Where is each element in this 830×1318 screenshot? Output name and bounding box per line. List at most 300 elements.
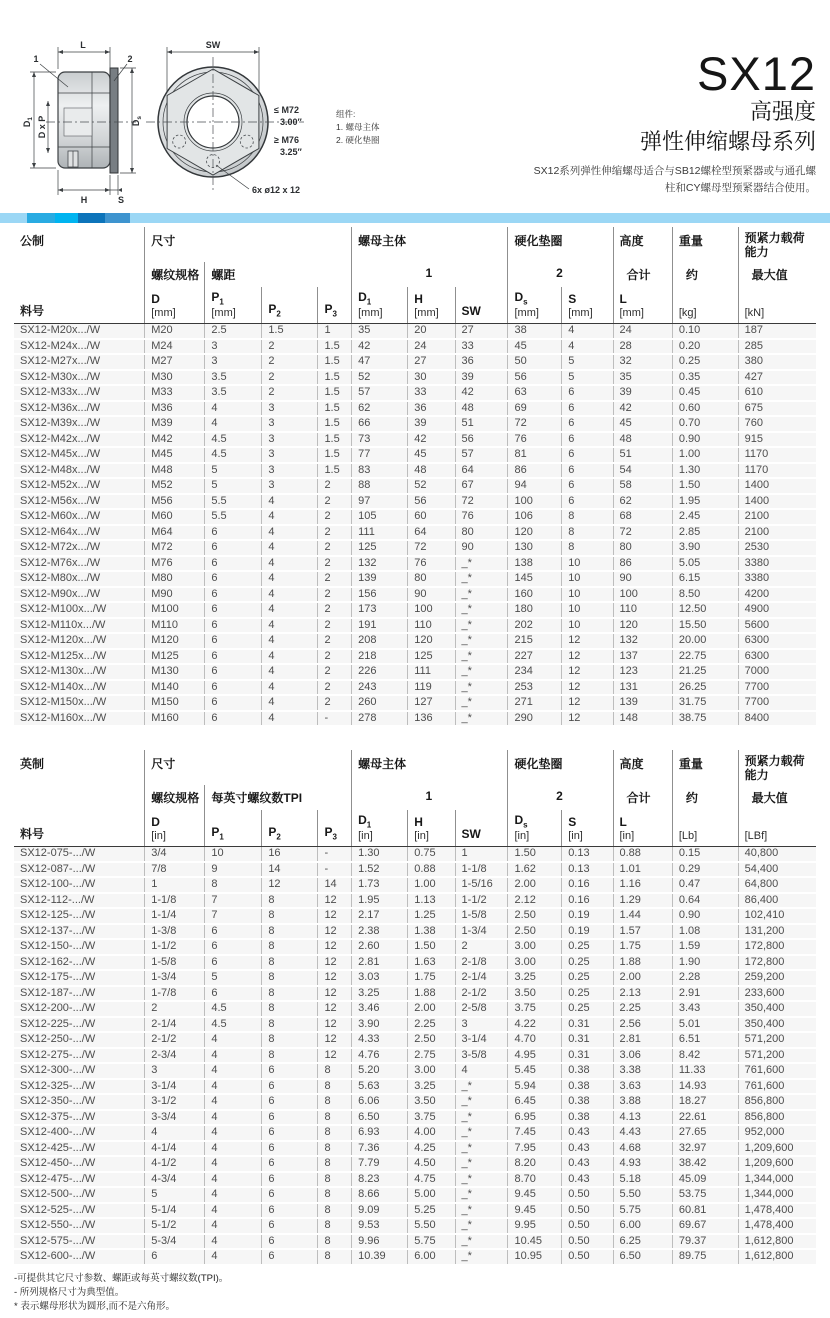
col-header-H: H [in] (408, 810, 455, 847)
value-cell: 58 (613, 478, 672, 494)
value-cell: 6 (205, 986, 262, 1002)
value-cell: 28 (613, 339, 672, 355)
table-row (14, 432, 816, 448)
value-cell: 131,200 (738, 924, 816, 940)
value-cell: 5-1/2 (145, 1218, 205, 1234)
value-cell: 63 (508, 385, 562, 401)
value-cell: 79.37 (672, 1234, 738, 1250)
value-cell: 94 (508, 478, 562, 494)
value-cell: 54,400 (738, 862, 816, 878)
value-cell: 12 (318, 955, 352, 971)
sub-header-item1: 1 (352, 785, 508, 810)
value-cell: M30 (145, 370, 205, 386)
value-cell: 4.43 (613, 1125, 672, 1141)
value-cell: 2 (318, 602, 352, 618)
value-cell: 2.81 (613, 1032, 672, 1048)
value-cell: 2 (318, 649, 352, 665)
group-header-nut-body: 螺母主体 (352, 227, 508, 262)
value-cell: 6.00 (613, 1218, 672, 1234)
value-cell: 2-1/4 (145, 1017, 205, 1033)
group-header-height: 高度 (613, 750, 672, 785)
value-cell: 6 (205, 711, 262, 727)
table-row (14, 1249, 816, 1265)
value-cell: 2 (455, 939, 508, 955)
value-cell: 6 (562, 447, 613, 463)
value-cell: 8 (262, 939, 318, 955)
value-cell: 4 (262, 711, 318, 727)
value-cell: 12 (318, 924, 352, 940)
col-header-P1: $P_1$ (205, 810, 262, 847)
value-cell: M39 (145, 416, 205, 432)
value-cell: 3 (205, 339, 262, 355)
value-cell: 0.20 (672, 339, 738, 355)
value-cell: 6 (262, 1218, 318, 1234)
value-cell: 89.75 (672, 1249, 738, 1265)
value-cell: 15.50 (672, 618, 738, 634)
value-cell: 12 (318, 986, 352, 1002)
value-cell: 1.59 (672, 939, 738, 955)
value-cell: 2530 (738, 540, 816, 556)
value-cell: 172,800 (738, 939, 816, 955)
value-cell: 3-1/2 (145, 1094, 205, 1110)
value-cell: 1-3/8 (145, 924, 205, 940)
value-cell: 1.25 (408, 908, 455, 924)
value-cell: 1,612,800 (738, 1234, 816, 1250)
value-cell: 66 (352, 416, 408, 432)
value-cell: M56 (145, 494, 205, 510)
value-cell: 10.45 (508, 1234, 562, 1250)
table-row (14, 401, 816, 417)
value-cell: 139 (352, 571, 408, 587)
value-cell: 1 (145, 877, 205, 893)
value-cell: 8 (262, 1048, 318, 1064)
value-cell: 32.97 (672, 1141, 738, 1157)
value-cell: 68 (613, 509, 672, 525)
value-cell: 253 (508, 680, 562, 696)
value-cell: 6 (562, 463, 613, 479)
footnote-line: * 表示螺母形状为圆形,而不是六角形。 (14, 1300, 175, 1312)
value-cell: 2-3/4 (145, 1048, 205, 1064)
value-cell: _* (455, 618, 508, 634)
value-cell: 38.42 (672, 1156, 738, 1172)
part-number-cell: SX12-150-.../W (14, 939, 145, 955)
value-cell: 4 (262, 509, 318, 525)
part-number-cell: SX12-175-.../W (14, 970, 145, 986)
value-cell: 0.50 (562, 1203, 613, 1219)
value-cell: 6.45 (508, 1094, 562, 1110)
value-cell: 6 (205, 618, 262, 634)
value-cell: 4 (562, 324, 613, 339)
value-cell: 8 (262, 1001, 318, 1017)
part-number-cell: SX12-M20x.../W (14, 324, 145, 339)
value-cell: 3 (262, 447, 318, 463)
group-header-washer: 硬化垫圈 (508, 750, 613, 785)
value-cell: 6.00 (408, 1249, 455, 1265)
value-cell: 3.5 (205, 370, 262, 386)
value-cell: 12 (318, 939, 352, 955)
sub-header-approx: 约 (672, 262, 738, 287)
value-cell: 0.25 (562, 986, 613, 1002)
value-cell: 1.30 (672, 463, 738, 479)
part-number-cell: SX12-275-.../W (14, 1048, 145, 1064)
value-cell: 8 (262, 893, 318, 909)
value-cell: 0.43 (562, 1125, 613, 1141)
value-cell: 8 (262, 924, 318, 940)
value-cell: 10.95 (508, 1249, 562, 1265)
value-cell: 1.5 (318, 463, 352, 479)
value-cell: 72 (408, 540, 455, 556)
value-cell: 1.5 (318, 447, 352, 463)
table-row (14, 1125, 816, 1141)
value-cell: 12 (318, 1001, 352, 1017)
value-cell: 6.15 (672, 571, 738, 587)
table-row (14, 478, 816, 494)
value-cell: 6 (205, 664, 262, 680)
value-cell: 42 (613, 401, 672, 417)
value-cell: _* (455, 649, 508, 665)
value-cell: 2-1/8 (455, 955, 508, 971)
value-cell: 0.25 (562, 970, 613, 986)
value-cell: 42 (352, 339, 408, 355)
value-cell: 156 (352, 587, 408, 603)
value-cell: 8 (262, 955, 318, 971)
value-cell: 6 (262, 1141, 318, 1157)
value-cell: 16 (262, 847, 318, 862)
metric-table (14, 227, 816, 727)
value-cell: 180 (508, 602, 562, 618)
value-cell: 278 (352, 711, 408, 727)
value-cell: 72 (508, 416, 562, 432)
table-row (14, 847, 816, 862)
value-cell: 0.31 (562, 1048, 613, 1064)
part-number-cell: SX12-100-.../W (14, 877, 145, 893)
value-cell: 73 (352, 432, 408, 448)
table-row (14, 447, 816, 463)
section-label: 公制 (20, 234, 45, 248)
value-cell: 86 (613, 556, 672, 572)
value-cell: 226 (352, 664, 408, 680)
value-cell: _* (455, 695, 508, 711)
value-cell: 10 (562, 602, 613, 618)
value-cell: 52 (352, 370, 408, 386)
sub-header-thread-spec: 螺纹规格 (145, 785, 205, 810)
part-number-cell: SX12-425-.../W (14, 1141, 145, 1157)
value-cell: 0.75 (408, 847, 455, 862)
value-cell: 2.00 (613, 970, 672, 986)
value-cell: 610 (738, 385, 816, 401)
part-number-cell: SX12-M100x.../W (14, 602, 145, 618)
part-number-cell: SX12-087-.../W (14, 862, 145, 878)
value-cell: 271 (508, 695, 562, 711)
value-cell: 3.00 (408, 1063, 455, 1079)
value-cell: 0.29 (672, 862, 738, 878)
table-row (14, 1141, 816, 1157)
value-cell: 4 (205, 1218, 262, 1234)
value-cell: 0.25 (562, 939, 613, 955)
nut-drawing-svg (6, 25, 566, 225)
value-cell: 7 (205, 908, 262, 924)
value-cell: 0.50 (562, 1218, 613, 1234)
legend-item-washer: 2. 硬化垫圈 (336, 135, 380, 145)
value-cell: 27 (455, 324, 508, 339)
value-cell: 6 (262, 1234, 318, 1250)
col-header-Ds: $D_s$ [in] (508, 810, 562, 847)
value-cell: 64 (408, 525, 455, 541)
value-cell: 4 (205, 1110, 262, 1126)
value-cell: 1.52 (352, 862, 408, 878)
value-cell: 6 (205, 695, 262, 711)
value-cell: 4 (262, 695, 318, 711)
value-cell: 111 (352, 525, 408, 541)
value-cell: 290 (508, 711, 562, 727)
thread-note-ge: ≥ M76 (274, 135, 299, 145)
value-cell: 5.50 (613, 1187, 672, 1203)
value-cell: 80 (455, 525, 508, 541)
part-number-cell: SX12-400-.../W (14, 1125, 145, 1141)
table-row (14, 649, 816, 665)
value-cell: 0.70 (672, 416, 738, 432)
col-header-D: D [mm] (145, 287, 205, 324)
value-cell: 4 (262, 649, 318, 665)
value-cell: 2 (318, 571, 352, 587)
value-cell: _* (455, 1249, 508, 1265)
part-number-cell: SX12-M42x.../W (14, 432, 145, 448)
part-number-cell: SX12-600-.../W (14, 1249, 145, 1265)
value-cell: _* (455, 711, 508, 727)
value-cell: 856,800 (738, 1094, 816, 1110)
value-cell: 27 (408, 354, 455, 370)
value-cell: 1.50 (508, 847, 562, 862)
value-cell: 3.06 (613, 1048, 672, 1064)
value-cell: 2.45 (672, 509, 738, 525)
product-code: SX12 (697, 47, 816, 100)
value-cell: 2 (318, 695, 352, 711)
value-cell: 8.66 (352, 1187, 408, 1203)
value-cell: 6300 (738, 633, 816, 649)
part-number-cell: SX12-137-.../W (14, 924, 145, 940)
value-cell: 4-1/4 (145, 1141, 205, 1157)
sub-header-max: 最大值 (738, 785, 816, 810)
value-cell: 138 (508, 556, 562, 572)
value-cell: 1.13 (408, 893, 455, 909)
part-number-cell: SX12-125-.../W (14, 908, 145, 924)
value-cell: 18.27 (672, 1094, 738, 1110)
value-cell: 100 (613, 587, 672, 603)
value-cell: 4.5 (205, 1001, 262, 1017)
col-header-load-unit: [kN] (738, 287, 816, 324)
callout-2: 2 (127, 54, 133, 64)
value-cell: 2 (318, 556, 352, 572)
value-cell: M80 (145, 571, 205, 587)
value-cell: 110 (408, 618, 455, 634)
value-cell: 1 (455, 847, 508, 862)
col-header-D1: $D_1$ [in] (352, 810, 408, 847)
legend-title: 组件: (336, 109, 356, 119)
value-cell: 2-1/4 (455, 970, 508, 986)
value-cell: 132 (352, 556, 408, 572)
value-cell: _* (455, 1218, 508, 1234)
imperial-table-body (14, 847, 816, 1265)
value-cell: 9.45 (508, 1187, 562, 1203)
value-cell: 86,400 (738, 893, 816, 909)
part-number-cell: SX12-M56x.../W (14, 494, 145, 510)
value-cell: 285 (738, 339, 816, 355)
value-cell: 191 (352, 618, 408, 634)
part-number-cell: SX12-250-.../W (14, 1032, 145, 1048)
part-number-cell: SX12-M110x.../W (14, 618, 145, 634)
value-cell: _* (455, 602, 508, 618)
value-cell: 57 (455, 447, 508, 463)
value-cell: 2.50 (508, 924, 562, 940)
value-cell: M48 (145, 463, 205, 479)
value-cell: 1.5 (318, 385, 352, 401)
value-cell: 8 (562, 525, 613, 541)
value-cell: 1.5 (318, 354, 352, 370)
value-cell: 3.46 (352, 1001, 408, 1017)
col-header-part-number: 料号 (14, 810, 145, 847)
value-cell: 0.13 (562, 847, 613, 862)
value-cell: 260 (352, 695, 408, 711)
table-row (14, 1203, 816, 1219)
part-number-cell: SX12-M39x.../W (14, 416, 145, 432)
value-cell: 0.38 (562, 1110, 613, 1126)
value-cell: 4 (145, 1125, 205, 1141)
value-cell: 20.00 (672, 633, 738, 649)
value-cell: 8 (318, 1125, 352, 1141)
value-cell: 8.70 (508, 1172, 562, 1188)
col-header-L: L [mm] (613, 287, 672, 324)
value-cell: 0.88 (408, 862, 455, 878)
value-cell: M52 (145, 478, 205, 494)
table-row (14, 1187, 816, 1203)
value-cell: 10 (562, 571, 613, 587)
value-cell: 86 (508, 463, 562, 479)
value-cell: 3380 (738, 571, 816, 587)
value-cell: 76 (508, 432, 562, 448)
table-row (14, 955, 816, 971)
part-number-cell: SX12-M140x.../W (14, 680, 145, 696)
value-cell: 2 (318, 478, 352, 494)
sub-header-thread-spec: 螺纹规格 (145, 262, 205, 287)
value-cell: 0.25 (562, 955, 613, 971)
value-cell: 215 (508, 633, 562, 649)
value-cell: M76 (145, 556, 205, 572)
value-cell: M160 (145, 711, 205, 727)
value-cell: 2 (318, 587, 352, 603)
value-cell: 45 (508, 339, 562, 355)
metric-table-header (14, 227, 816, 324)
group-header-preload: 预紧力载荷能力 (738, 227, 816, 262)
value-cell: 54 (613, 463, 672, 479)
value-cell: 4.5 (205, 447, 262, 463)
value-cell: 1.5 (318, 401, 352, 417)
table-row (14, 862, 816, 878)
value-cell: 2 (262, 385, 318, 401)
value-cell: 7700 (738, 695, 816, 711)
value-cell: 3.25 (408, 1079, 455, 1095)
value-cell: 8 (262, 1017, 318, 1033)
value-cell: 4.68 (613, 1141, 672, 1157)
value-cell: 8.20 (508, 1156, 562, 1172)
value-cell: 4 (205, 416, 262, 432)
value-cell: 38.75 (672, 711, 738, 727)
value-cell: 160 (508, 587, 562, 603)
metric-table-body (14, 324, 816, 727)
title-block (524, 47, 816, 196)
series-subtitle-strength: 高强度 (749, 99, 816, 124)
table-row (14, 908, 816, 924)
group-header-weight: 重量 (672, 227, 738, 262)
table-row (14, 354, 816, 370)
group-header-size: 尺寸 (145, 227, 352, 262)
value-cell: 2.28 (672, 970, 738, 986)
value-cell: 3.03 (352, 970, 408, 986)
value-cell: 4 (205, 1048, 262, 1064)
value-cell: 48 (408, 463, 455, 479)
value-cell: M150 (145, 695, 205, 711)
value-cell: 8400 (738, 711, 816, 727)
value-cell: 8 (318, 1218, 352, 1234)
value-cell: 1.88 (408, 986, 455, 1002)
value-cell: 72 (613, 525, 672, 541)
value-cell: 56 (508, 370, 562, 386)
value-cell: 173 (352, 602, 408, 618)
value-cell: M45 (145, 447, 205, 463)
value-cell: 2 (145, 1001, 205, 1017)
value-cell: 1.57 (613, 924, 672, 940)
value-cell: 45 (408, 447, 455, 463)
value-cell: 4.95 (508, 1048, 562, 1064)
value-cell: 67 (455, 478, 508, 494)
sub-header-total: 合计 (613, 262, 672, 287)
value-cell: 3.88 (613, 1094, 672, 1110)
value-cell: 62 (613, 494, 672, 510)
value-cell: 3.00 (508, 939, 562, 955)
value-cell: 4.00 (408, 1125, 455, 1141)
table-row (14, 924, 816, 940)
value-cell: 2.56 (613, 1017, 672, 1033)
value-cell: M27 (145, 354, 205, 370)
table-row (14, 540, 816, 556)
value-cell: 0.43 (562, 1172, 613, 1188)
value-cell: 2.85 (672, 525, 738, 541)
value-cell: 6 (562, 401, 613, 417)
value-cell: 1,344,000 (738, 1187, 816, 1203)
table-row (14, 1063, 816, 1079)
value-cell: 3.63 (613, 1079, 672, 1095)
value-cell: 4.93 (613, 1156, 672, 1172)
value-cell: 10.39 (352, 1249, 408, 1265)
table-row (14, 1017, 816, 1033)
value-cell: 1,478,400 (738, 1203, 816, 1219)
value-cell: 12 (318, 908, 352, 924)
value-cell: 127 (408, 695, 455, 711)
value-cell: 1-3/4 (145, 970, 205, 986)
table-row (14, 1156, 816, 1172)
blank-header (14, 785, 145, 810)
value-cell: 1.63 (408, 955, 455, 971)
value-cell: 47 (352, 354, 408, 370)
value-cell: M125 (145, 649, 205, 665)
value-cell: 76 (455, 509, 508, 525)
value-cell: 3 (205, 354, 262, 370)
value-cell: _* (455, 1110, 508, 1126)
value-cell: 4 (262, 525, 318, 541)
value-cell: 40,800 (738, 847, 816, 862)
value-cell: 6 (145, 1249, 205, 1265)
value-cell: 3.50 (408, 1094, 455, 1110)
part-number-cell: SX12-M72x.../W (14, 540, 145, 556)
